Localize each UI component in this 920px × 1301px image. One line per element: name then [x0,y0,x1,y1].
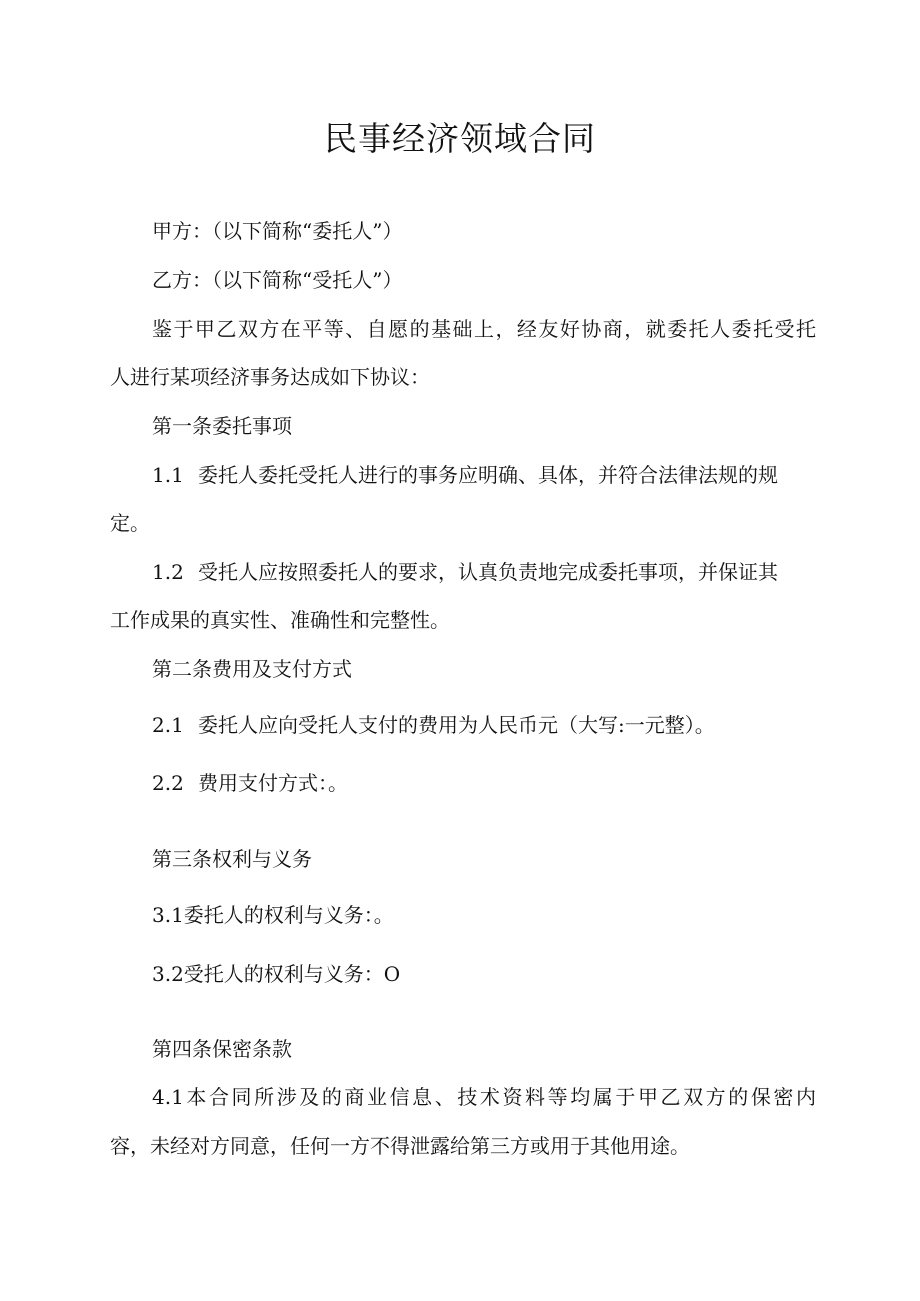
clause-2-2-text: 费用支付方式：。 [198,771,348,795]
preamble-line-1: 鉴于甲乙双方在平等、自愿的基础上，经友好协商，就委托人委托受托 [152,317,816,341]
preamble-line-2: 人进行某项经济事务达成如下协议： [110,365,430,389]
clause-2-2 [152,768,348,798]
clause-1-1-text: 委托人委托受托人进行的事务应明确、具体，并符合法律法规的规 [198,463,778,487]
clause-4-1-line-1: 4.1本合同所涉及的商业信息、技术资料等均属于甲乙双方的保密内 [152,1085,816,1109]
clause-1-2-line-1 [152,557,816,587]
document-title: 民事经济领域合同 [324,119,596,158]
article-4-heading: 第四条保密条款 [152,1037,292,1061]
clause-2-1-number: 2.1 [152,713,184,737]
clause-3-2: 3.2受托人的权利与义务：O [152,962,401,986]
clause-1-2-text: 受托人应按照委托人的要求，认真负责地完成委托事项，并保证其 [198,560,778,584]
clause-1-2-line-2: 工作成果的真实性、准确性和完整性。 [110,608,450,632]
article-3-heading: 第三条权利与义务 [152,847,312,871]
article-1-heading: 第一条委托事项 [152,414,292,438]
clause-1-1-number: 1.1 [152,463,184,487]
clause-1-1-line-2: 定。 [110,511,150,535]
clause-4-1-line-2: 容，未经对方同意，任何一方不得泄露给第三方或用于其他用途。 [110,1134,690,1158]
clause-3-1: 3.1委托人的权利与义务：。 [152,903,394,927]
clause-1-2-number: 1.2 [152,560,184,584]
clause-2-1-text: 委托人应向受托人支付的费用为人民币元（大写:一元整）。 [198,713,715,737]
clause-1-1-line-1 [152,460,816,490]
article-2-heading: 第二条费用及支付方式 [152,657,352,681]
party-a-line: 甲方：（以下简称“委托人”） [152,219,403,243]
party-b-line: 乙方：（以下简称“受托人”） [152,268,403,292]
clause-2-2-number: 2.2 [152,771,184,795]
clause-2-1 [152,710,715,740]
